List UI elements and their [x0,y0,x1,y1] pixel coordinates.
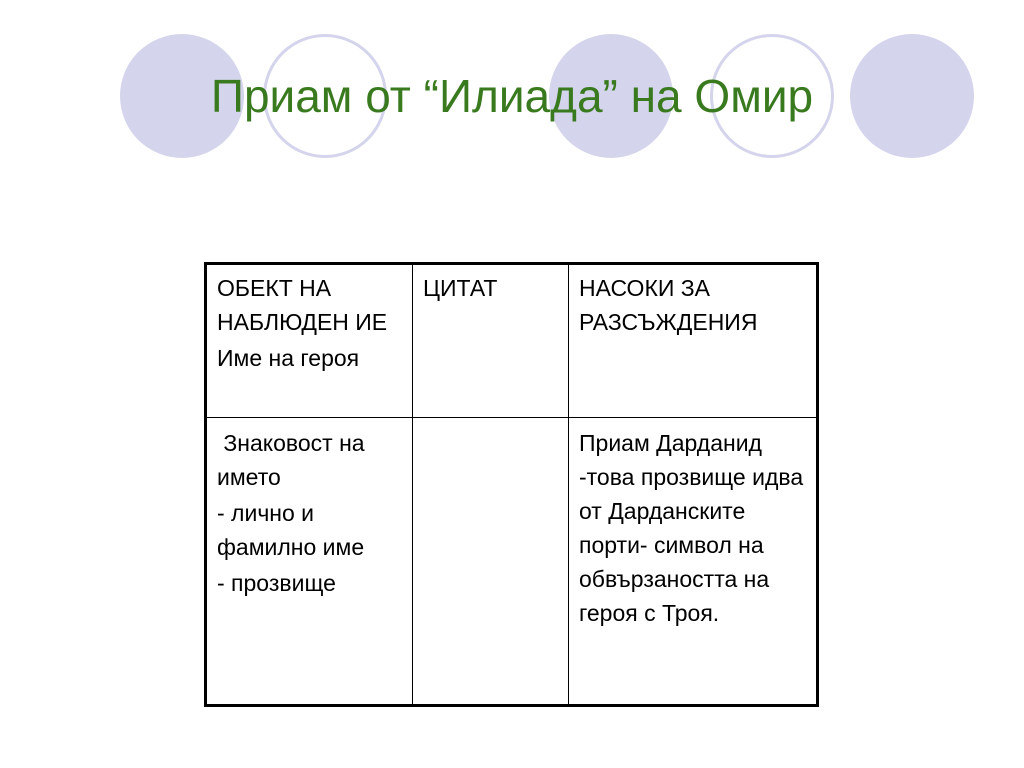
header-cell-quote [413,265,569,418]
body-cell-object-line: Знаковост на името [217,430,371,490]
body-cell-object-line: - лично и фамилно име [217,500,365,560]
header-cell-quote-label: ЦИТАТ [423,275,498,301]
body-cell-guidance-text: Приам Дарданид -това прозвище идва от Дарданските порти- символ на обвързаността на героя с Троя. [579,430,804,626]
slide-title: Приам от “Илиада” на Омир [210,70,814,122]
header-cell-guidance-label: НАСОКИ ЗА РАЗСЪЖДЕНИЯ [579,275,758,335]
body-cell-guidance [569,418,816,704]
header-cell-guidance [569,265,816,418]
header-cell-object [207,265,413,418]
content-table [204,262,819,707]
body-cell-object-line: - прозвище [217,570,336,596]
header-cell-object-sublabel: Име на героя [217,345,360,371]
header-cell-object-label: ОБЕКТ НА НАБЛЮДЕН ИЕ [217,275,388,335]
body-cell-object [207,418,413,704]
body-cell-quote [413,418,569,704]
